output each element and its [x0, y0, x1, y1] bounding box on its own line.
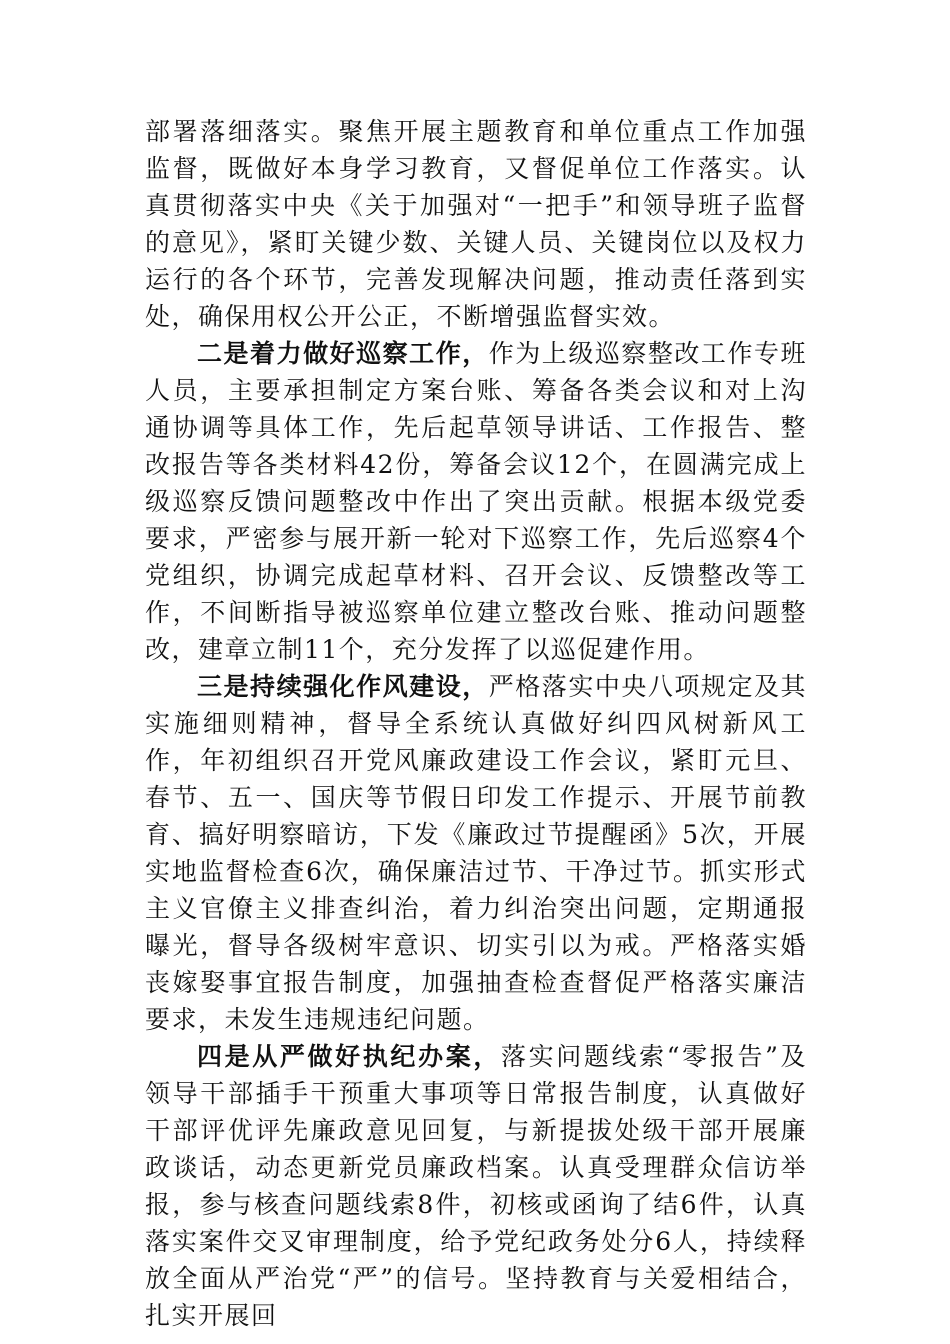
paragraph-text: 落实问题线索“零报告”及领导干部插手干预重大事项等日常报告制度，认真做好干部评优评先廉政意见回复，与新提拔处级干部开展廉政谈话，动态更新党员廉政档案。认真受理群众信访举报，参与核查问题线索8件，初核或函询了结6件，认真落实案件交叉审理制度，给予党纪政务处分6人，持续释放全面从严治党“严”的信号。坚持教育与关爱相结合，扎实开展回 — [145, 1042, 807, 1330]
paragraph-lead: 三是持续强化作风建设， — [197, 672, 489, 701]
paragraph-work-style — [145, 668, 807, 1038]
paragraph-lead: 四是从严做好执纪办案， — [197, 1042, 501, 1071]
paragraph-text: 严格落实中央八项规定及其实施细则精神，督导全系统认真做好纠四风树新风工作，年初组织召开党风廉政建设工作会议，紧盯元旦、春节、五一、国庆等节假日印发工作提示、开展节前教育、搞好明察暗访，下发《廉政过节提醒函》5次，开展实地监督检查6次，确保廉洁过节、干净过节。抓实形式主义官僚主义排查纠治，着力纠治突出问题，定期通报曝光，督导各级树牢意识、切实引以为戒。严格落实婚丧嫁娶事宜报告制度，加强抽查检查督促严格落实廉洁要求，未发生违规违纪问题。 — [145, 672, 807, 1034]
paragraph-discipline-cases — [145, 1038, 807, 1334]
paragraph-lead: 二是着力做好巡察工作， — [197, 339, 489, 368]
paragraph-continuation — [145, 113, 807, 335]
paragraph-text: 部署落细落实。聚焦开展主题教育和单位重点工作加强监督，既做好本身学习教育，又督促单位工作落实。认真贯彻落实中央《关于加强对“一把手”和领导班子监督的意见》，紧盯关键少数、关键人员、关键岗位以及权力运行的各个环节，完善发现解决问题，推动责任落到实处，确保用权公开公正，不断增强监督实效。 — [145, 117, 807, 331]
paragraph-text: 作为上级巡察整改工作专班人员，主要承担制定方案台账、筹备各类会议和对上沟通协调等具体工作，先后起草领导讲话、工作报告、整改报告等各类材料42份，筹备会议12个，在圆满完成上级巡察反馈问题整改中作出了突出贡献。根据本级党委要求，严密参与展开新一轮对下巡察工作，先后巡察4个党组织，协调完成起草材料、召开会议、反馈整改等工作，不间断指导被巡察单位建立整改台账、推动问题整改，建章立制11个，充分发挥了以巡促建作用。 — [145, 339, 807, 664]
document-page — [145, 113, 807, 1334]
paragraph-inspection-work — [145, 335, 807, 668]
